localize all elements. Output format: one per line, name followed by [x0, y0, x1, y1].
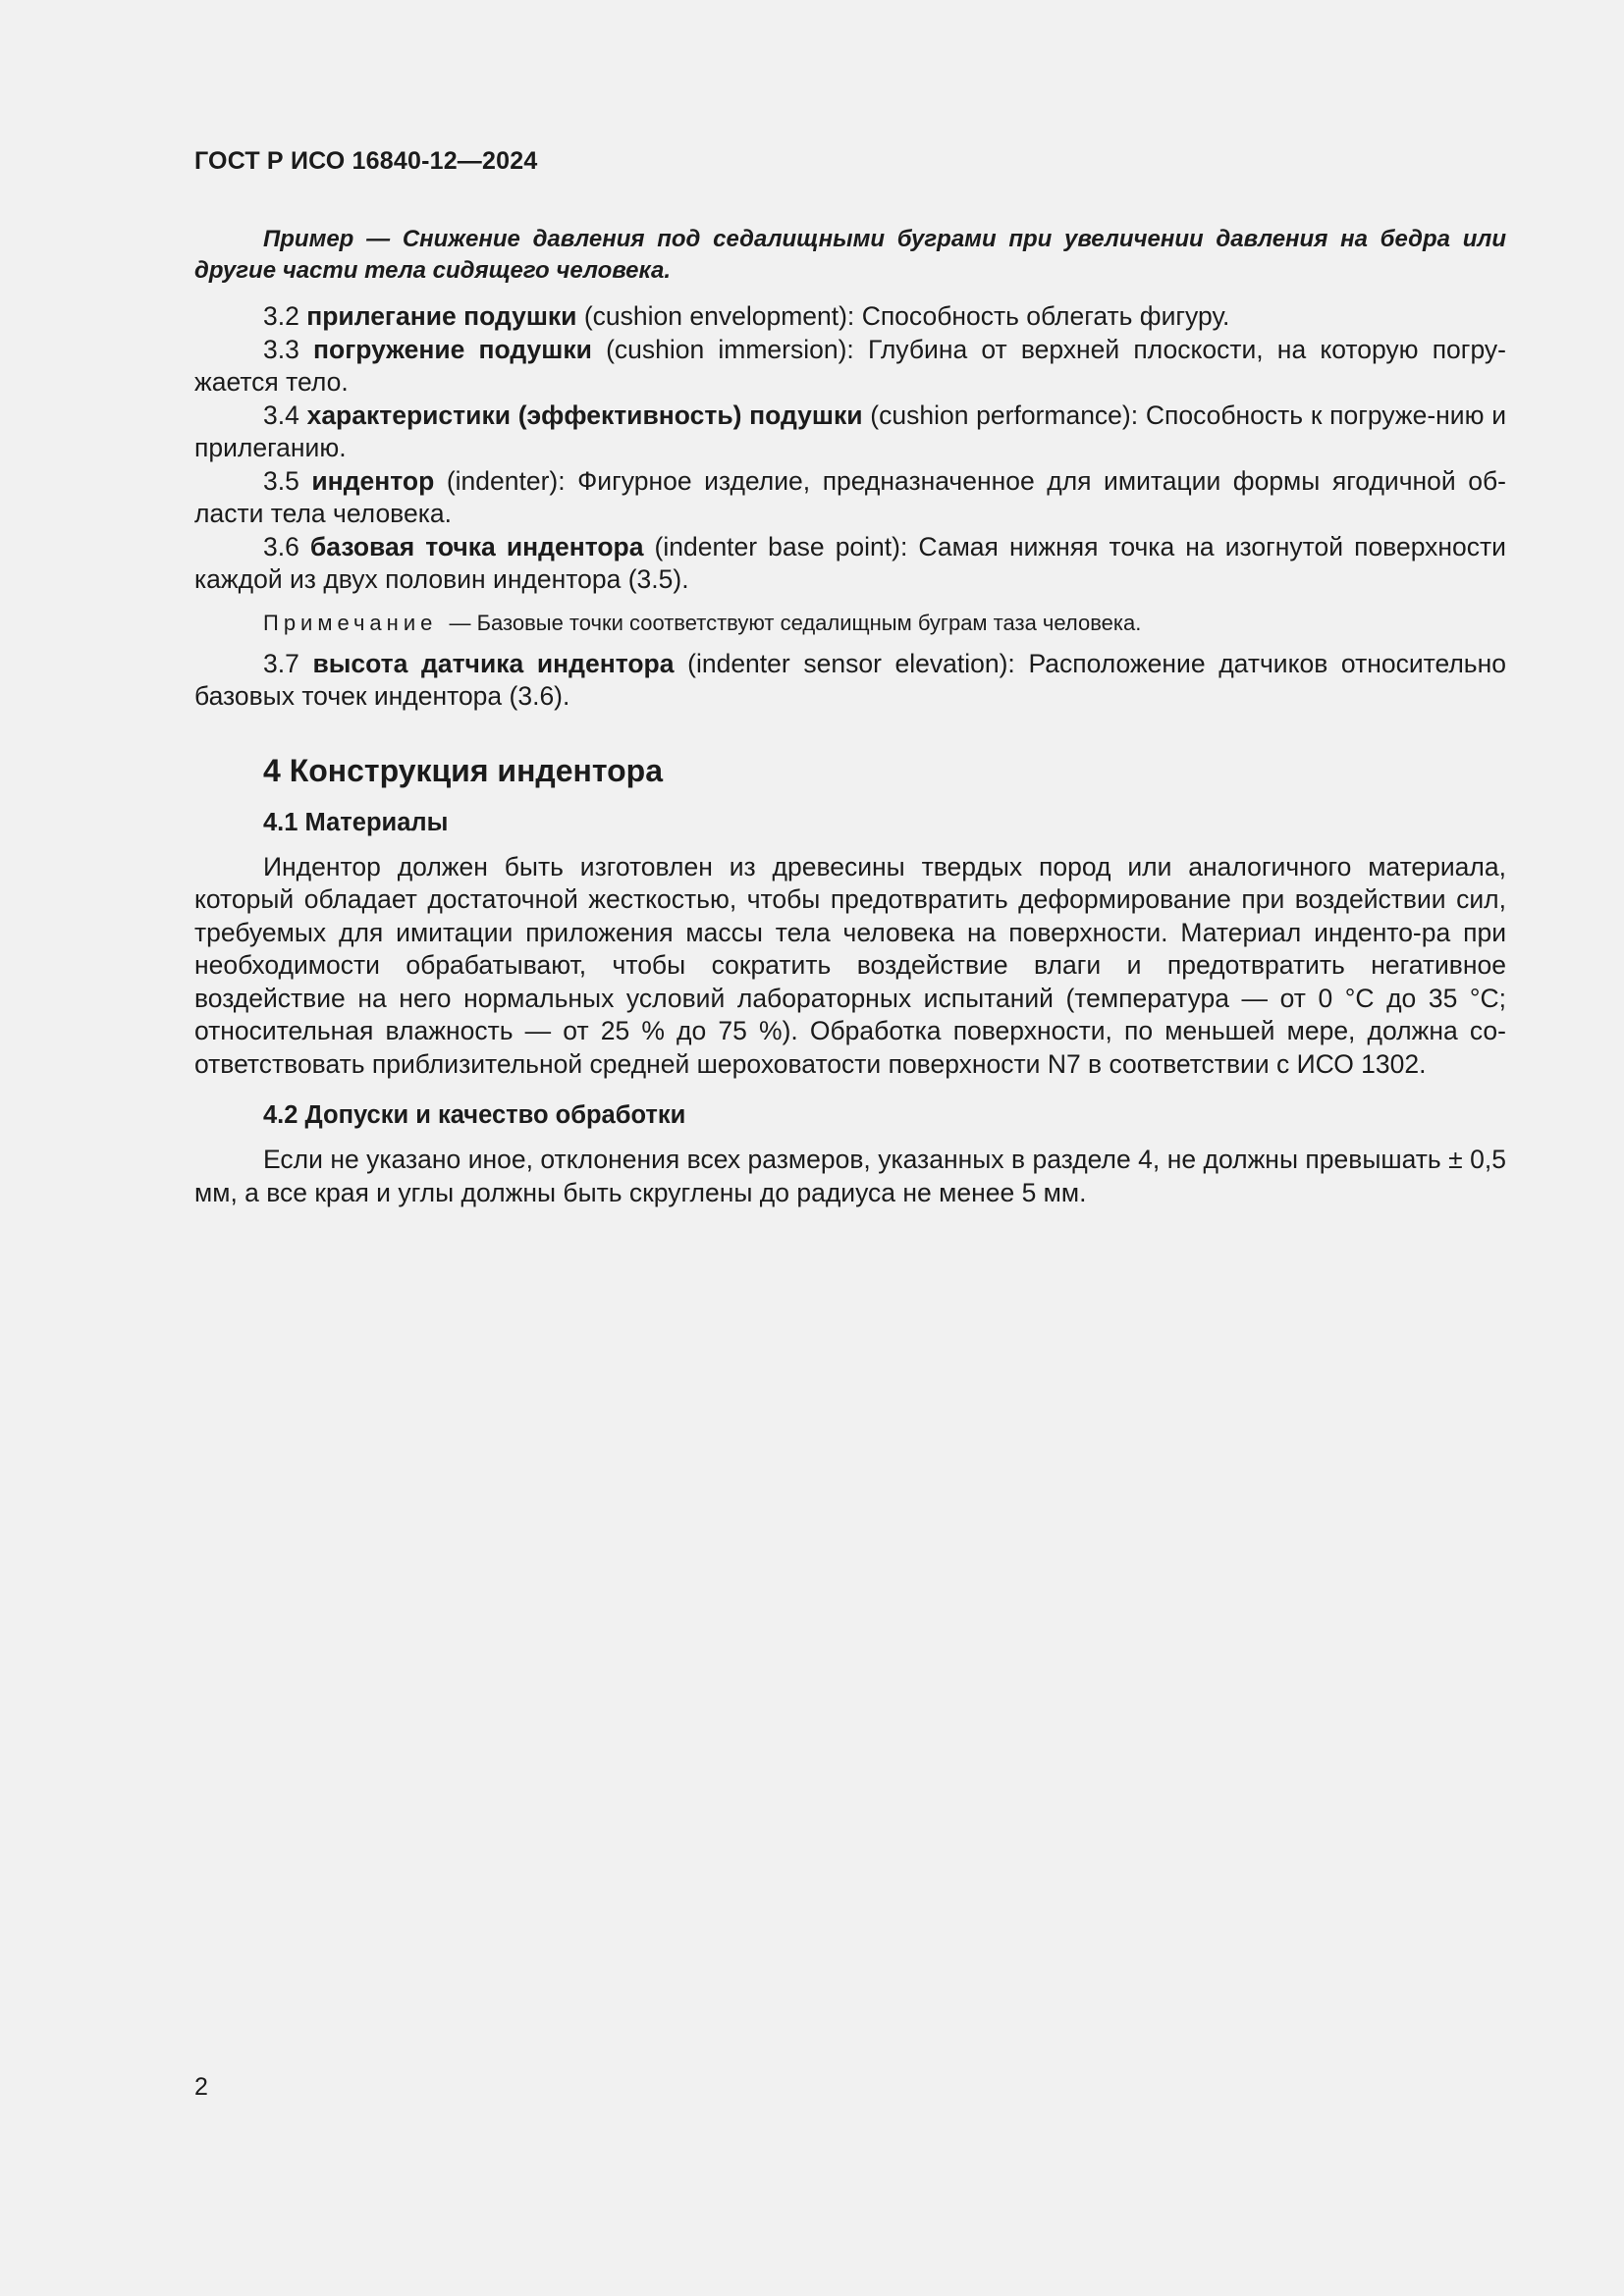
term-number: 3.5 [263, 465, 299, 496]
note-text: — Базовые точки соответствуют седалищным буграм таза человека. [449, 610, 1142, 635]
term-english: (indenter): [446, 465, 566, 496]
example-paragraph [194, 224, 1506, 287]
term-name: характеристики (эффективность) подушки [306, 400, 863, 430]
term-number: 3.4 [263, 400, 299, 430]
term-3-4 [194, 400, 1506, 465]
document-header: ГОСТ Р ИСО 16840-12—2024 [194, 147, 538, 175]
term-english: (cushion envelopment): [583, 301, 855, 331]
term-english: (indenter sensor elevation): [687, 648, 1015, 678]
subsection-4-1-text: Индентор должен быть изготовлен из древесины твердых пород или аналогичного материала, который обладает достаточной жесткостью, чтобы предотвратить деформирование при воздействии сил, требуемых для имитации приложения массы тела человека на поверхности. Материал инденто-ра при необходимости обрабатывают, чтобы сократить воздействие влаги и предотвратить негативное воздействие на него нормальных условий лабораторных испытаний (температура — от 0 °C до 35 °C; относительная влажность — от 25 % до 75 %). Обработка поверхности, по меньшей мере, должна со-ответствовать приблизительной средней шероховатости поверхности N7 в соответствии с ИСО 1302. [194, 851, 1506, 1079]
term-name: базовая точка индентора [309, 531, 644, 561]
term-english: (cushion immersion): [606, 334, 854, 364]
term-english: (cushion performance): [870, 400, 1139, 430]
term-3-3 [194, 334, 1506, 400]
term-3-7 [194, 648, 1506, 714]
subsection-4-2-title: 4.2 Допуски и качество обработки [263, 1101, 686, 1129]
term-definition: Способность к погруже-нию и прилеганию. [194, 400, 1506, 462]
term-definition: Расположение датчиков относительно базовых точек индентора (3.6). [194, 648, 1506, 711]
term-english: (indenter base point): [654, 531, 908, 561]
example-line-1: Пример — Снижение давления под седалищными буграми при увеличении давления на бедра или [263, 226, 1506, 252]
term-number: 3.2 [263, 301, 299, 331]
note-label: Примечание [263, 610, 438, 635]
section-4-title: 4 Конструкция индентора [263, 752, 663, 788]
term-name: высота датчика индентора [312, 648, 675, 678]
term-3-2 [194, 300, 1506, 334]
term-number: 3.3 [263, 334, 299, 364]
term-definition: Самая нижняя точка на изогнутой поверхности каждой из двух половин индентора (3.5). [194, 531, 1506, 594]
term-name: прилегание подушки [306, 301, 577, 331]
example-line-2: другие части тела сидящего человека. [194, 257, 672, 284]
term-name: индентор [311, 465, 435, 496]
term-name: погружение подушки [313, 334, 592, 364]
term-definition: Глубина от верхней плоскости, на которую погру-жается тело. [194, 334, 1506, 397]
term-3-5 [194, 465, 1506, 531]
term-definition: Фигурное изделие, предназначенное для имитации формы ягодичной об-ласти тела человека. [194, 465, 1506, 528]
term-number: 3.7 [263, 648, 299, 678]
document-body [194, 224, 1506, 1209]
note-paragraph [194, 609, 1506, 638]
page-number: 2 [194, 2073, 208, 2101]
subsection-4-2-text: Если не указано иное, отклонения всех размеров, указанных в разделе 4, не должны превышать ± 0,5 мм, а все края и углы должны быть скруглены до радиуса не менее 5 мм. [194, 1145, 1506, 1207]
term-number: 3.6 [263, 531, 299, 561]
term-3-6 [194, 531, 1506, 597]
term-definition: Способность облегать фигуру. [861, 301, 1230, 331]
subsection-4-1-title: 4.1 Материалы [263, 808, 449, 836]
